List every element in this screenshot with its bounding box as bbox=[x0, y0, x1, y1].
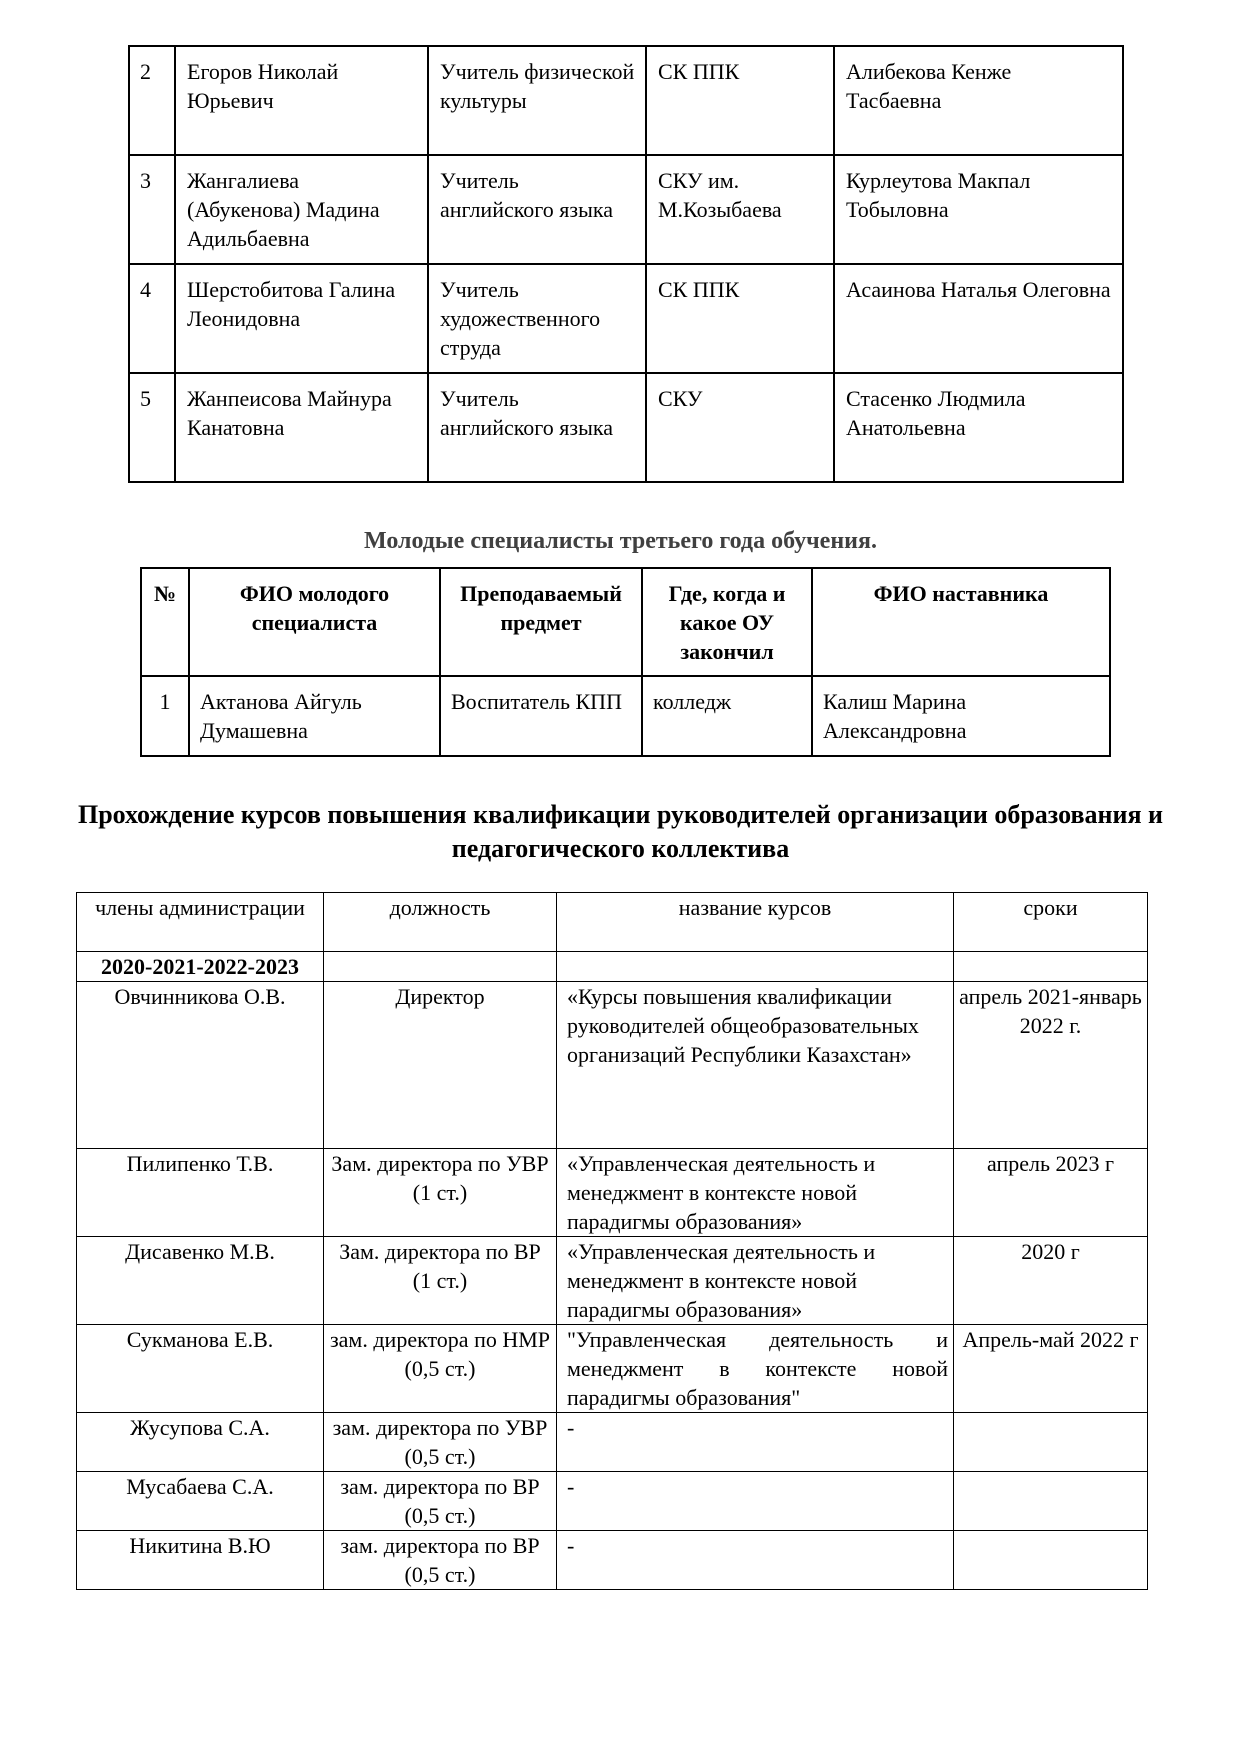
column-header-members: члены администрации bbox=[77, 893, 324, 952]
member-name: Сукманова Е.В. bbox=[77, 1325, 324, 1413]
position: Директор bbox=[324, 982, 557, 1149]
table-row bbox=[77, 1413, 1148, 1472]
school: СКУ им. М.Козыбаева bbox=[646, 155, 834, 264]
young-specialists-table-continued bbox=[128, 45, 1124, 483]
table-row bbox=[129, 373, 1123, 482]
subject: Учитель физической культуры bbox=[428, 46, 646, 155]
mentor-name: Курлеутова Макпал Тобыловна bbox=[834, 155, 1123, 264]
position: зам. директора по УВР (0,5 ст.) bbox=[324, 1413, 557, 1472]
member-name: Никитина В.Ю bbox=[77, 1531, 324, 1590]
position: Зам. директора по ВР (1 ст.) bbox=[324, 1237, 557, 1325]
specialist-name: Жанпеисова Майнура Канатовна bbox=[175, 373, 428, 482]
table-header-row bbox=[141, 568, 1110, 676]
course-name: - bbox=[557, 1413, 954, 1472]
member-name: Жусупова С.А. bbox=[77, 1413, 324, 1472]
third-year-specialists-table bbox=[140, 567, 1111, 757]
row-number: 2 bbox=[129, 46, 175, 155]
course-name: - bbox=[557, 1531, 954, 1590]
member-name: Дисавенко М.В. bbox=[77, 1237, 324, 1325]
table-row bbox=[77, 1325, 1148, 1413]
specialist-name: Егоров Николай Юрьевич bbox=[175, 46, 428, 155]
member-name: Мусабаева С.А. bbox=[77, 1472, 324, 1531]
course-dates: Апрель-май 2022 г bbox=[954, 1325, 1148, 1413]
column-header-position: должность bbox=[324, 893, 557, 952]
section-heading-courses: Прохождение курсов повышения квалификации руководителей организации образования и педагогического коллектива bbox=[77, 800, 1163, 863]
school: СКУ bbox=[646, 373, 834, 482]
table-row bbox=[77, 1237, 1148, 1325]
column-header-mentor: ФИО наставника bbox=[812, 568, 1110, 676]
position: зам. директора по НМР (0,5 ст.) bbox=[324, 1325, 557, 1413]
specialist-name: Шерстобитова Галина Леонидовна bbox=[175, 264, 428, 373]
course-dates: апрель 2023 г bbox=[954, 1149, 1148, 1237]
period-row bbox=[77, 952, 1148, 982]
row-number: 4 bbox=[129, 264, 175, 373]
specialist-name: Актанова Айгуль Думашевна bbox=[189, 676, 440, 756]
course-dates bbox=[954, 1413, 1148, 1472]
course-name: «Курсы повышения квалификации руководителей общеобразовательных организаций Республики Казахстан» bbox=[557, 982, 954, 1149]
position: зам. директора по ВР (0,5 ст.) bbox=[324, 1531, 557, 1590]
mentor-name: Калиш Марина Александровна bbox=[812, 676, 1110, 756]
course-dates: апрель 2021-январь 2022 г. bbox=[954, 982, 1148, 1149]
column-header-school: Где, когда и какое ОУ закончил bbox=[642, 568, 812, 676]
table-row bbox=[141, 676, 1110, 756]
school: СК ППК bbox=[646, 46, 834, 155]
course-name: «Управленческая деятельность и менеджмент в контексте новой парадигмы образования» bbox=[557, 1237, 954, 1325]
course-name: - bbox=[557, 1472, 954, 1531]
empty-cell bbox=[324, 952, 557, 982]
column-header-course: название курсов bbox=[557, 893, 954, 952]
subject: Учитель художественного струда bbox=[428, 264, 646, 373]
course-dates bbox=[954, 1472, 1148, 1531]
column-header-subject: Преподаваемый предмет bbox=[440, 568, 642, 676]
course-name: "Управленческая деятельность и менеджмент в контексте новой парадигмы образования" bbox=[557, 1325, 954, 1413]
mentor-name: Стасенко Людмила Анатольевна bbox=[834, 373, 1123, 482]
subject: Учитель английского языка bbox=[428, 373, 646, 482]
mentor-name: Асаинова Наталья Олеговна bbox=[834, 264, 1123, 373]
subject: Учитель английского языка bbox=[428, 155, 646, 264]
empty-cell bbox=[557, 952, 954, 982]
column-header-number: № bbox=[141, 568, 189, 676]
course-name: «Управленческая деятельность и менеджмент в контексте новой парадигмы образования» bbox=[557, 1149, 954, 1237]
specialist-name: Жангалиева (Абукенова) Мадина Адильбаевна bbox=[175, 155, 428, 264]
table-row bbox=[77, 1531, 1148, 1590]
school: СК ППК bbox=[646, 264, 834, 373]
subject: Воспитатель КПП bbox=[440, 676, 642, 756]
column-header-name: ФИО молодого специалиста bbox=[189, 568, 440, 676]
table-row bbox=[129, 46, 1123, 155]
row-number: 5 bbox=[129, 373, 175, 482]
table-row bbox=[77, 1472, 1148, 1531]
member-name: Овчинникова О.В. bbox=[77, 982, 324, 1149]
school: колледж bbox=[642, 676, 812, 756]
table-row bbox=[129, 155, 1123, 264]
row-number: 1 bbox=[141, 676, 189, 756]
table-row bbox=[77, 1149, 1148, 1237]
mentor-name: Алибекова Кенже Тасбаевна bbox=[834, 46, 1123, 155]
qualification-courses-table bbox=[76, 892, 1148, 1590]
table-header-row bbox=[77, 893, 1148, 952]
position: Зам. директора по УВР (1 ст.) bbox=[324, 1149, 557, 1237]
position: зам. директора по ВР (0,5 ст.) bbox=[324, 1472, 557, 1531]
member-name: Пилипенко Т.В. bbox=[77, 1149, 324, 1237]
table-row bbox=[77, 982, 1148, 1149]
course-dates: 2020 г bbox=[954, 1237, 1148, 1325]
row-number: 3 bbox=[129, 155, 175, 264]
period-label: 2020-2021-2022-2023 bbox=[77, 952, 324, 982]
course-dates bbox=[954, 1531, 1148, 1590]
column-header-dates: сроки bbox=[954, 893, 1148, 952]
section-heading-third-year: Молодые специалисты третьего года обучения. bbox=[364, 528, 877, 554]
empty-cell bbox=[954, 952, 1148, 982]
table-row bbox=[129, 264, 1123, 373]
